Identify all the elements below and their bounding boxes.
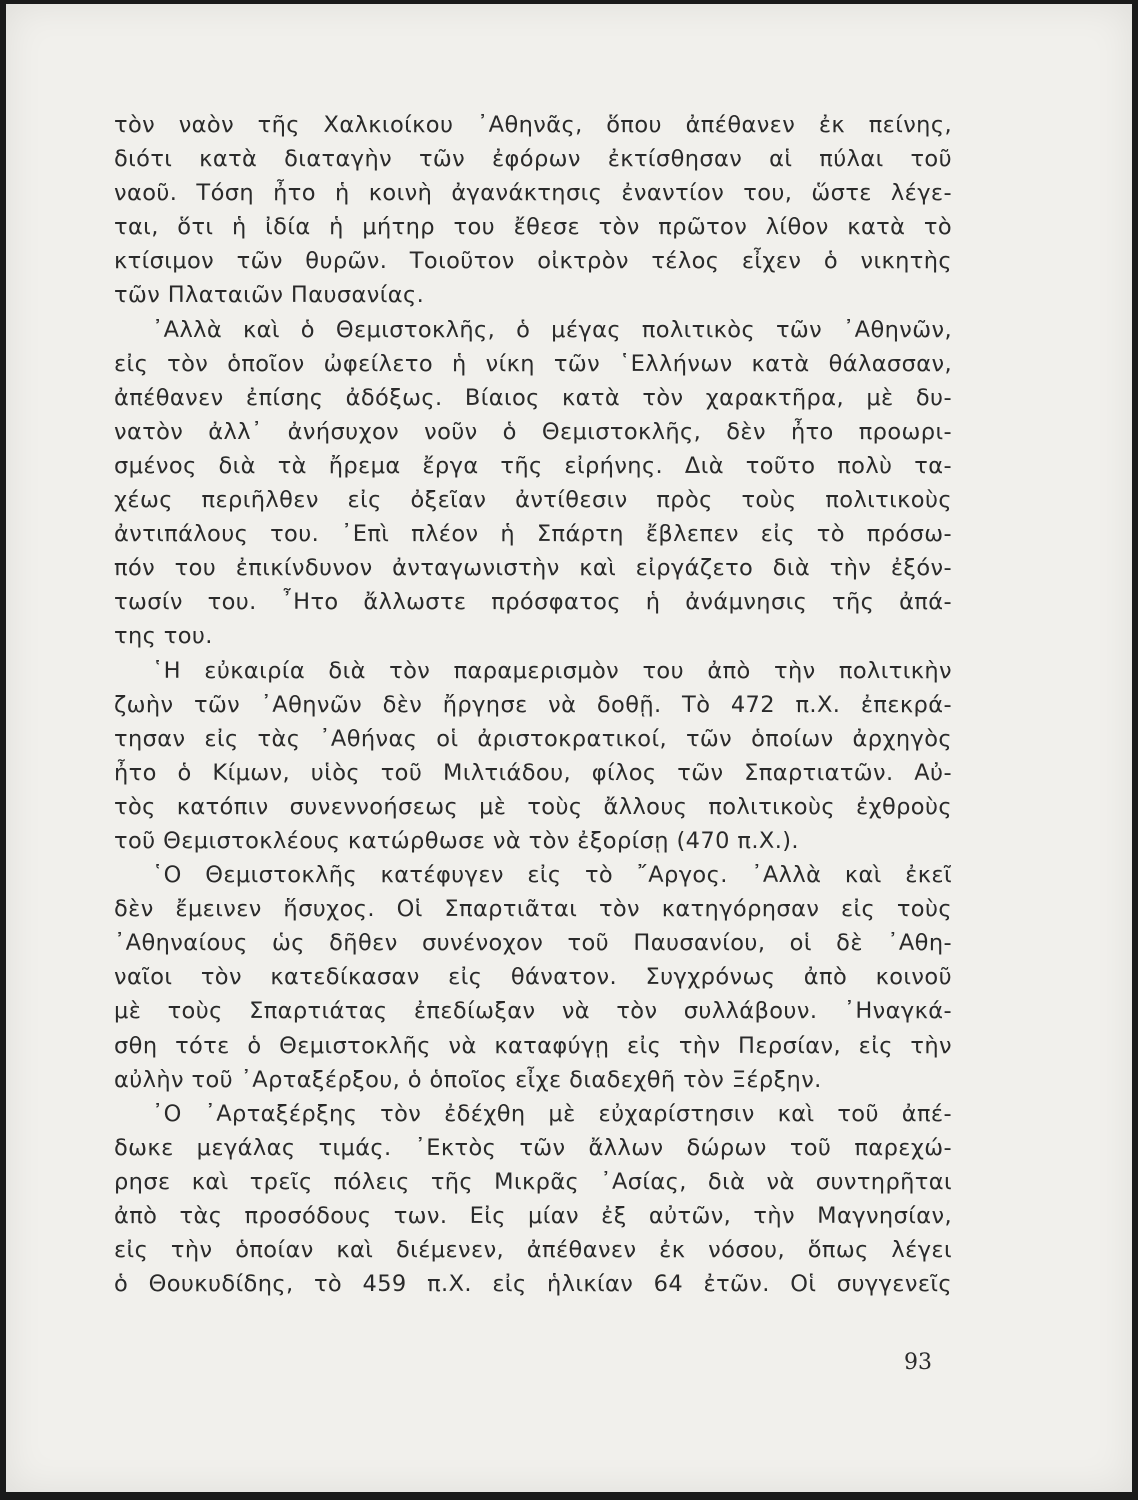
- text-line: τησαν εἰς τὰς ᾿Αθήνας οἱ ἀριστοκρατικοί, τῶν ὁποίων ἀρχηγὸς: [114, 725, 952, 752]
- text-line: ἀπέθανεν ἐπίσης ἀδόξως. Βίαιος κατὰ τὸν χαρακτῆρα, μὲ δυ-: [114, 384, 952, 411]
- text-line: χέως περιῆλθεν εἰς ὀξεῖαν ἀντίθεσιν πρὸς τοὺς πολιτικοὺς: [114, 487, 952, 514]
- text-line: ρησε καὶ τρεῖς πόλεις τῆς Μικρᾶς ᾿Ασίας, διὰ νὰ συντηρῆται: [114, 1168, 952, 1195]
- text-line: μὲ τοὺς Σπαρτιάτας ἐπεδίωξαν νὰ τὸν συλλάβουν. ᾿Ηναγκά-: [114, 998, 952, 1025]
- text-line: αὐλὴν τοῦ ᾿Αρταξέρξου, ὁ ὁποῖος εἶχε διαδεχθῆ τὸν Ξέρξην.: [114, 1066, 822, 1093]
- text-line: τὸς κατόπιν συνεννοήσεως μὲ τοὺς ἄλλους πολιτικοὺς ἐχθροὺς: [114, 793, 952, 820]
- text-line: ᾿Αθηναίους ὡς δῆθεν συνένοχον τοῦ Παυσανίου, οἱ δὲ ᾿Αθη-: [114, 930, 952, 957]
- text-line: κτίσιμον τῶν θυρῶν. Τοιοῦτον οἰκτρὸν τέλος εἶχεν ὁ νικητὴς: [114, 248, 952, 275]
- text-line: διότι κατὰ διαταγὴν τῶν ἐφόρων ἐκτίσθησαν αἱ πύλαι τοῦ: [114, 146, 952, 173]
- text-line: ἀπὸ τὰς προσόδους των. Εἰς μίαν ἐξ αὐτῶν, τὴν Μαγνησίαν,: [114, 1203, 952, 1229]
- text-line: ᾿Αλλὰ καὶ ὁ Θεμιστοκλῆς, ὁ μέγας πολιτικὸς τῶν ᾿Αθηνῶν,: [152, 316, 952, 343]
- page-number: 93: [904, 1350, 932, 1375]
- text-line: ᾿Ο ᾿Αρταξέρξης τὸν ἐδέχθη μὲ εὐχαρίστησιν καὶ τοῦ ἀπέ-: [152, 1100, 952, 1127]
- text-line: τῶν Πλαταιῶν Παυσανίας.: [114, 282, 425, 309]
- text-line: ναῖοι τὸν κατεδίκασαν εἰς θάνατον. Συγχρόνως ἀπὸ κοινοῦ: [114, 964, 952, 991]
- text-line: νατὸν ἀλλ᾿ ἀνήσυχον νοῦν ὁ Θεμιστοκλῆς, δὲν ἦτο προωρι-: [114, 418, 952, 445]
- book-page: [6, 4, 1132, 1492]
- text-line: δὲν ἔμεινεν ἥσυχος. Οἱ Σπαρτιᾶται τὸν κατηγόρησαν εἰς τοὺς: [114, 896, 952, 923]
- text-line: δωκε μεγάλας τιμάς. ᾿Εκτὸς τῶν ἄλλων δώρων τοῦ παρεχώ-: [114, 1134, 952, 1161]
- text-line: της του.: [114, 623, 213, 650]
- text-line: ἦτο ὁ Κίμων, υἱὸς τοῦ Μιλτιάδου, φίλος τῶν Σπαρτιατῶν. Αὐ-: [114, 759, 952, 786]
- text-line: τοῦ Θεμιστοκλέους κατώρθωσε νὰ τὸν ἐξορίσῃ (470 π.Χ.).: [114, 827, 799, 854]
- text-line: ναοῦ. Τόση ἦτο ἡ κοινὴ ἀγανάκτησις ἐναντίον του, ὥστε λέγε-: [114, 180, 952, 207]
- text-line: ῾Η εὐκαιρία διὰ τὸν παραμερισμὸν του ἀπὸ τὴν πολιτικὴν: [152, 657, 952, 684]
- text-line: εἰς τὴν ὁποίαν καὶ διέμενεν, ἀπέθανεν ἐκ νόσου, ὅπως λέγει: [114, 1237, 952, 1264]
- body-text: [114, 108, 952, 1301]
- text-line: ἀντιπάλους του. ᾿Επὶ πλέον ἡ Σπάρτη ἔβλεπεν εἰς τὸ πρόσω-: [114, 521, 952, 548]
- text-line: τὸν ναὸν τῆς Χαλκιοίκου ᾿Αθηνᾶς, ὅπου ἀπέθανεν ἐκ πείνης,: [114, 112, 952, 138]
- text-line: σθη τότε ὁ Θεμιστοκλῆς νὰ καταφύγῃ εἰς τὴν Περσίαν, εἰς τὴν: [114, 1032, 952, 1059]
- text-line: σμένος διὰ τὰ ἤρεμα ἔργα τῆς εἰρήνης. Διὰ τοῦτο πολὺ τα-: [114, 452, 952, 479]
- text-line: ῾Ο Θεμιστοκλῆς κατέφυγεν εἰς τὸ ῎Αργος. ᾿Αλλὰ καὶ ἐκεῖ: [152, 862, 952, 889]
- text-line: ὁ Θουκυδίδης, τὸ 459 π.Χ. εἰς ἡλικίαν 64 ἐτῶν. Οἱ συγγενεῖς: [114, 1271, 952, 1298]
- text-line: ζωὴν τῶν ᾿Αθηνῶν δὲν ἤργησε νὰ δοθῇ. Τὸ 472 π.Χ. ἐπεκρά-: [114, 691, 952, 718]
- text-line: εἰς τὸν ὁποῖον ὠφείλετο ἡ νίκη τῶν ῾Ελλήνων κατὰ θάλασσαν,: [114, 350, 952, 377]
- text-line: ται, ὅτι ἡ ἰδία ἡ μήτηρ του ἔθεσε τὸν πρῶτον λίθον κατὰ τὸ: [114, 214, 952, 241]
- text-line: τωσίν του. ῏Ητο ἄλλωστε πρόσφατος ἡ ἀνάμνησις τῆς ἀπά-: [114, 589, 952, 616]
- text-line: πόν του ἐπικίνδυνον ἀνταγωνιστὴν καὶ εἰργάζετο διὰ τὴν ἐξόν-: [114, 555, 952, 582]
